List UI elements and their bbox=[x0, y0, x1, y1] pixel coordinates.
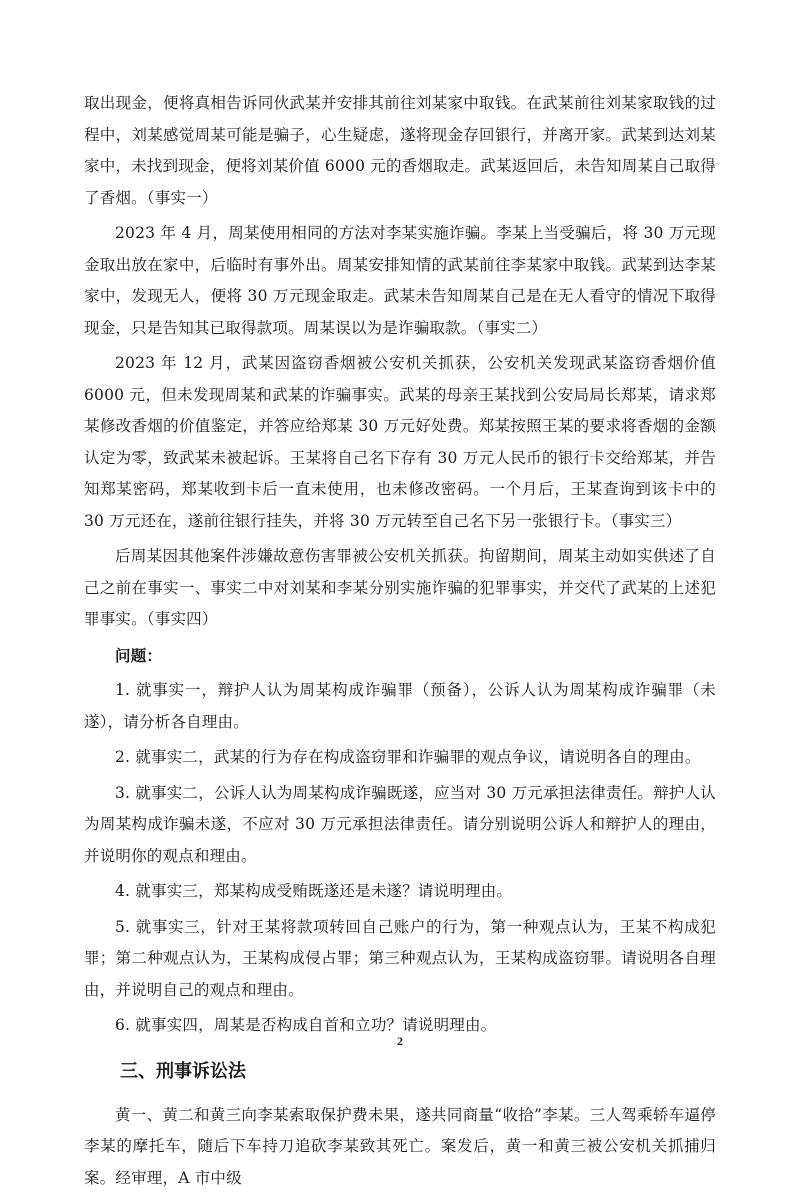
section-heading: 三、刑事诉讼法 bbox=[120, 1060, 246, 1082]
page-content bbox=[84, 88, 716, 1198]
questions-label: 问题： bbox=[115, 645, 163, 665]
question-5: 5. 就事实三，针对王某将款项转回自己账户的行为，第一种观点认为，王某不构成犯罪；第二种观点认为，王某构成侵占罪；第三种观点认为，王某构成盗窃罪。请说明各自理由，并说明自己的观点和理由。 bbox=[84, 917, 716, 999]
page-number: 2 bbox=[397, 1034, 403, 1048]
paragraph-fact-4: 后周某因其他案件涉嫌故意伤害罪被公安机关抓获。拘留期间，周某主动如实供述了自己之前在事实一、事实二中对刘某和李某分别实施诈骗的犯罪事实，并交代了武某的上述犯罪事实。（事实四） bbox=[84, 547, 716, 628]
section-paragraph: 黄一、黄二和黄三向李某索取保护费未果，遂共同商量“收拾”李某。三人驾乘轿车逼停李某的摩托车，随后下车持刀追砍李某致其死亡。案发后，黄一和黄三被公安机关抓捕归案。经审理，A 市中级 bbox=[84, 1105, 716, 1187]
paragraph-fact-2: 2023 年 4 月，周某使用相同的方法对李某实施诈骗。李某上当受骗后，将 30 万元现金取出放在家中，后临时有事外出。周某安排知情的武某前往李某家中取钱。武某到达李某家中，发现无人，便将 30 万元现金取走。武某未告知周某自己是在无人看守的情况下取得现金，只是告知其已取得款项。周某误以为是诈骗取款。（事实二） bbox=[84, 224, 716, 337]
paragraph-fact-1-continued: 取出现金，便将真相告诉同伙武某并安排其前往刘某家中取钱。在武某前往刘某家取钱的过程中，刘某感觉周某可能是骗子，心生疑虑，遂将现金存回银行，并离开家。武某到达刘某家中，未找到现金，便将刘某价值 6000 元的香烟取走。武某返回后，未告知周某自己取得了香烟。（事实一） bbox=[84, 94, 716, 207]
question-2: 2. 就事实二，武某的行为存在构成盗窃罪和诈骗罪的观点争议，请说明各自的理由。 bbox=[115, 748, 701, 766]
question-1: 1. 就事实一，辩护人认为周某构成诈骗罪（预备），公诉人认为周某构成诈骗罪（未遂），请分析各自理由。 bbox=[84, 681, 716, 731]
question-3: 3. 就事实二，公诉人认为周某构成诈骗既遂，应当对 30 万元承担法律责任。辩护人认为周某构成诈骗未遂，不应对 30 万元承担法律责任。请分别说明公诉人和辩护人的理由，并说明你的观点和理由。 bbox=[84, 783, 716, 865]
question-4: 4. 就事实三，郑某构成受贿既遂还是未遂？请说明理由。 bbox=[115, 882, 513, 900]
question-6: 6. 就事实四，周某是否构成自首和立功？请说明理由。 bbox=[115, 1016, 497, 1034]
paragraph-fact-3: 2023 年 12 月，武某因盗窃香烟被公安机关抓获，公安机关发现武某盗窃香烟价值 6000 元，但未发现周某和武某的诈骗事实。武某的母亲王某找到公安局局长郑某，请求郑某修改香烟的价值鉴定，并答应给郑某 30 万元好处费。郑某按照王某的要求将香烟的金额认定为零，致武某未被起诉。王某将自己名下存有 30 万元人民币的银行卡交给郑某，并告知郑某密码，郑某收到卡后一直未使用，也未修改密码。一个月后，王某查询到该卡中的 30 万元还在，遂前往银行挂失，并将 30 万元转至自己名下另一张银行卡。（事实三） bbox=[84, 354, 716, 530]
